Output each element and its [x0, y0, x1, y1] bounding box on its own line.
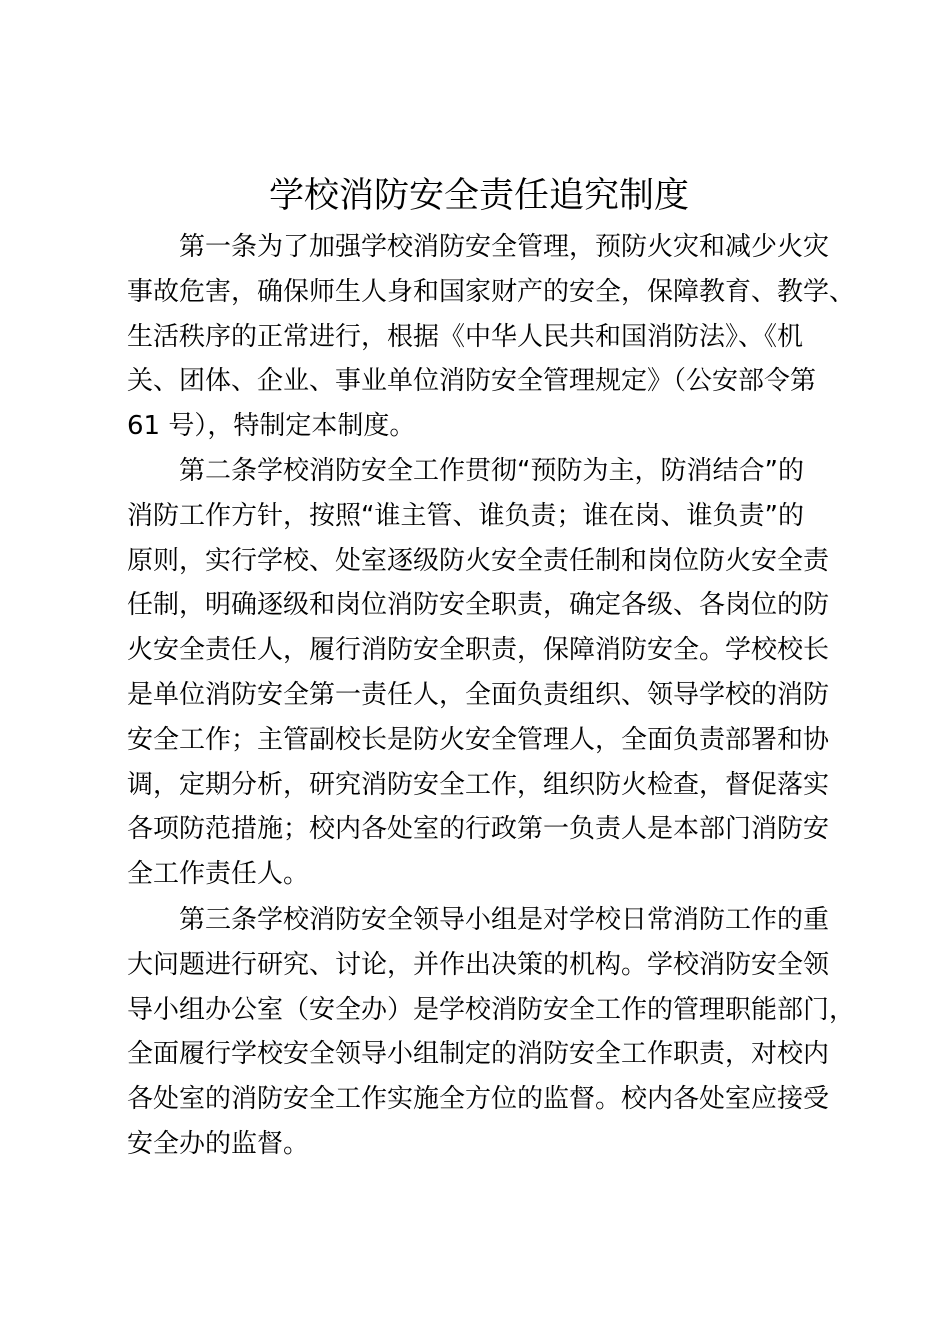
text-line: 全工作责任人。	[127, 859, 310, 890]
text-line: 大问题进行研究、讨论，并作出决策的机构。学校消防安全领	[127, 949, 830, 980]
text-line: 事故危害，确保师生人身和国家财产的安全，保障教育、教学、	[127, 276, 856, 307]
text-line: 任制，明确逐级和岗位消防安全职责，确定各级、各岗位的防	[127, 590, 830, 621]
text-line: 是单位消防安全第一责任人，全面负责组织、领导学校的消防	[127, 679, 830, 710]
text-line: 安全工作；主管副校长是防火安全管理人，全面负责部署和协	[127, 724, 830, 755]
paragraph-article-2	[127, 449, 839, 897]
text-line: 关、团体、企业、事业单位消防安全管理规定》（公安部令第	[127, 366, 817, 397]
text-line: 各处室的消防安全工作实施全方位的监督。校内各处室应接受	[127, 1084, 830, 1115]
text-line: 61 号），特制定本制度。	[127, 411, 416, 442]
text-line: 导小组办公室（安全办）是学校消防安全工作的管理职能部门，	[127, 994, 856, 1025]
text-line: 第三条学校消防安全领导小组是对学校日常消防工作的重	[127, 905, 830, 935]
text-line: 各项防范措施；校内各处室的行政第一负责人是本部门消防安	[127, 814, 830, 845]
text-line: 生活秩序的正常进行，根据《中华人民共和国消防法》、《机	[127, 321, 804, 352]
text-line: 原则，实行学校、处室逐级防火安全责任制和岗位防火安全责	[127, 545, 830, 576]
text-line: 调，定期分析，研究消防安全工作，组织防火检查，督促落实	[127, 769, 830, 800]
paragraph-article-3	[127, 898, 856, 1167]
document-title: 学校消防安全责任追究制度	[268, 176, 689, 216]
text-line: 消防工作方针，按照“谁主管、谁负责；谁在岗、谁负责”的	[127, 500, 804, 531]
text-line: 第一条为了加强学校消防安全管理，预防火灾和减少火灾	[127, 232, 830, 262]
text-line: 全面履行学校安全领导小组制定的消防安全工作职责，对校内	[127, 1039, 830, 1070]
text-line: 安全办的监督。	[127, 1128, 310, 1159]
text-line: 火安全责任人，履行消防安全职责，保障消防安全。学校校长	[127, 635, 830, 666]
paragraph-article-1	[127, 225, 856, 449]
text-line: 第二条学校消防安全工作贯彻“预防为主，防消结合”的	[127, 456, 804, 486]
